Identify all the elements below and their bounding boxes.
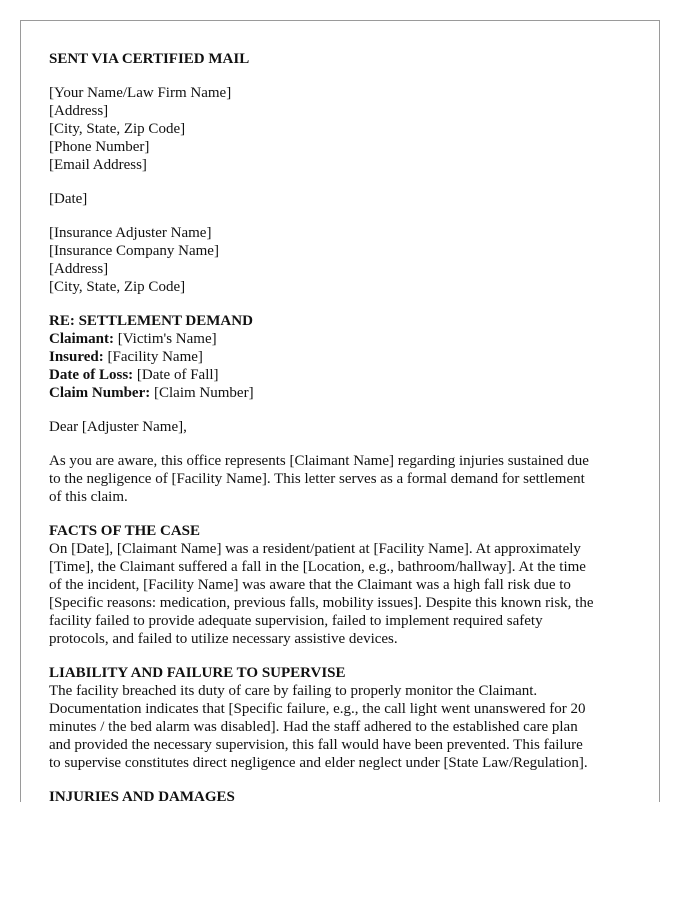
section-title: LIABILITY AND FAILURE TO SUPERVISE — [49, 665, 346, 681]
salutation-block — [49, 418, 649, 436]
re-title: RE: SETTLEMENT DEMAND — [49, 313, 253, 329]
letter-page — [20, 20, 660, 802]
sender-name: [Your Name/Law Firm Name] — [49, 85, 232, 101]
section-title: INJURIES AND DAMAGES — [49, 789, 235, 802]
re-field-label: Claim Number: — [49, 385, 151, 401]
date-block — [49, 190, 649, 208]
section-line: minutes / the bed alarm was disabled]. Had the staff adhered to the established care plan — [49, 719, 578, 735]
sender-email: [Email Address] — [49, 157, 147, 173]
letter-date: [Date] — [49, 191, 88, 207]
re-field-claimant — [49, 330, 649, 348]
section-line: of the incident, [Facility Name] was aware that the Claimant was a high fall risk due to — [49, 577, 571, 593]
re-field-insured — [49, 348, 649, 366]
recipient-city-state-zip: [City, State, Zip Code] — [49, 279, 186, 295]
re-field-label: Insured: — [49, 349, 104, 365]
intro-line: of this claim. — [49, 489, 128, 505]
re-field-date-of-loss — [49, 366, 649, 384]
letter-content — [49, 50, 649, 802]
sender-address: [Address] — [49, 103, 109, 119]
re-field-label: Date of Loss: — [49, 367, 134, 383]
re-block — [49, 312, 649, 402]
intro-line: to the negligence of [Facility Name]. This letter serves as a formal demand for settlement — [49, 471, 585, 487]
re-field-value: [Victim's Name] — [114, 331, 217, 347]
section-line: protocols, and failed to utilize necessary assistive devices. — [49, 631, 398, 647]
section-title: FACTS OF THE CASE — [49, 523, 201, 539]
section-liability-and-failure-to-supervise — [49, 664, 649, 772]
section-line: [Specific reasons: medication, previous falls, mobility issues]. Despite this known risk, the — [49, 595, 594, 611]
intro-line: As you are aware, this office represents [Claimant Name] regarding injuries sustained due — [49, 453, 589, 469]
sender-phone: [Phone Number] — [49, 139, 150, 155]
recipient-address: [Address] — [49, 261, 109, 277]
section-injuries-and-damages — [49, 788, 649, 802]
salutation: Dear [Adjuster Name], — [49, 419, 187, 435]
re-field-value: [Facility Name] — [103, 349, 203, 365]
recipient-company-name: [Insurance Company Name] — [49, 243, 219, 259]
section-facts-of-the-case — [49, 522, 649, 648]
delivery-method-heading: SENT VIA CERTIFIED MAIL — [49, 51, 250, 67]
sender-address-block — [49, 84, 649, 174]
section-line: Documentation indicates that [Specific failure, e.g., the call light went unanswered for 20 — [49, 701, 586, 717]
section-line: On [Date], [Claimant Name] was a resident/patient at [Facility Name]. At approximately — [49, 541, 581, 557]
re-field-claim-number — [49, 384, 649, 402]
section-line: to supervise constitutes direct negligence and elder neglect under [State Law/Regulation]. — [49, 755, 588, 771]
section-line: and provided the necessary supervision, this fall would have been prevented. This failure — [49, 737, 583, 753]
intro-paragraph — [49, 452, 649, 506]
recipient-address-block — [49, 224, 649, 296]
re-field-value: [Claim Number] — [150, 385, 254, 401]
re-field-value: [Date of Fall] — [133, 367, 219, 383]
section-line: facility failed to provide adequate supervision, failed to implement required safety — [49, 613, 543, 629]
delivery-header-block — [49, 50, 649, 68]
recipient-adjuster-name: [Insurance Adjuster Name] — [49, 225, 212, 241]
section-line: [Time], the Claimant suffered a fall in the [Location, e.g., bathroom/hallway]. At the time — [49, 559, 586, 575]
re-field-label: Claimant: — [49, 331, 114, 347]
section-line: The facility breached its duty of care by failing to properly monitor the Claimant. — [49, 683, 538, 699]
sender-city-state-zip: [City, State, Zip Code] — [49, 121, 186, 137]
